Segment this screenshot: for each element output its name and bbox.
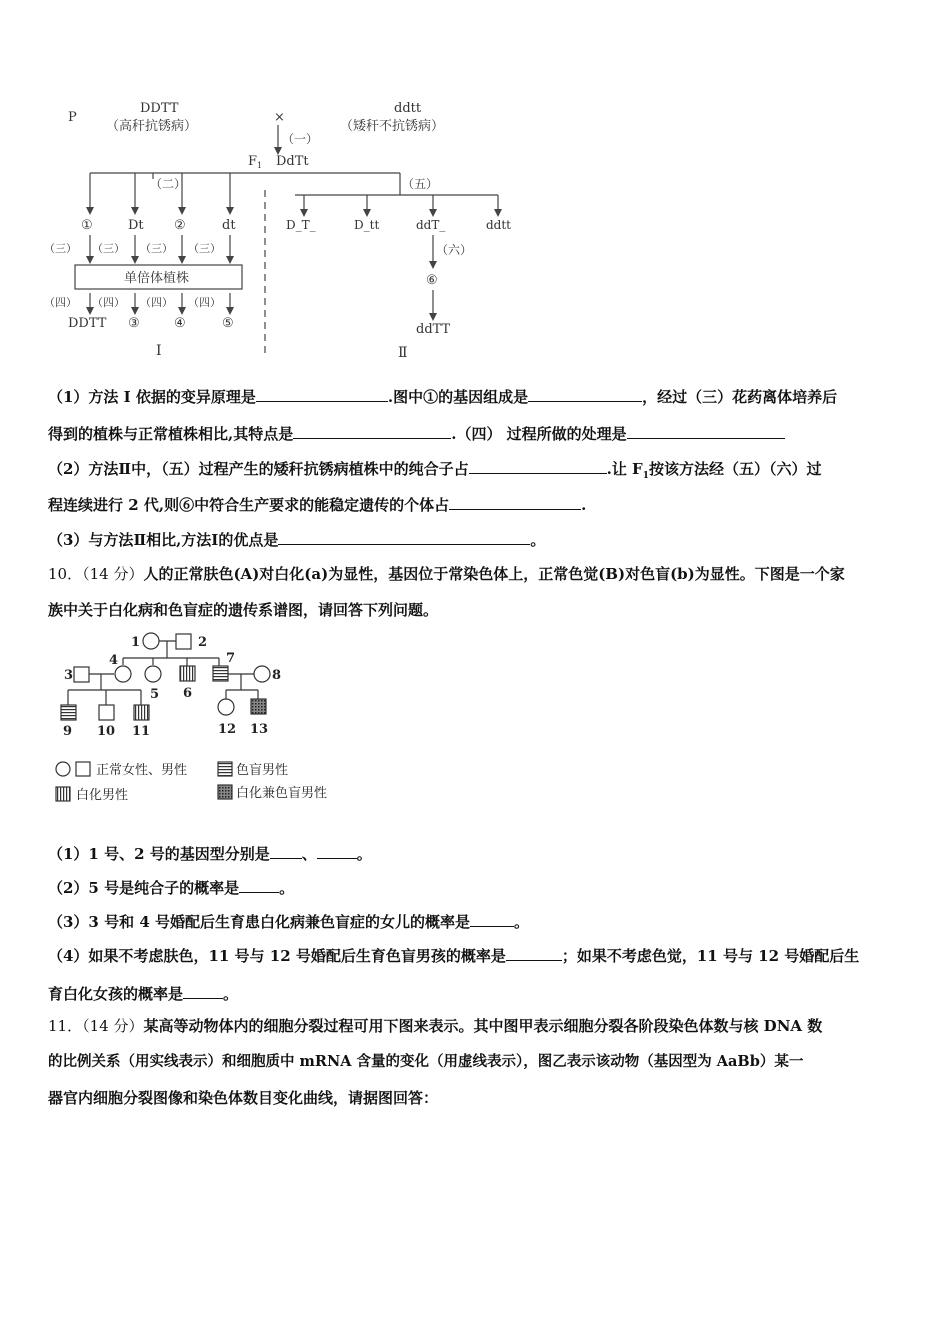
- pedigree-number-4: 4: [109, 653, 119, 668]
- parent1-trait: （高秆抗锈病）: [106, 119, 198, 134]
- breeding-diagram: [40, 95, 560, 370]
- pedigree-number-11: 11: [132, 724, 151, 739]
- pedigree-number-5: 5: [150, 687, 160, 702]
- parent1-genotype: DDTT: [140, 101, 179, 116]
- q10-sub2: （2）5 号是纯合子的概率是 。: [48, 879, 295, 897]
- q10-sub4-line2: 育白化女孩的概率是 。: [48, 985, 239, 1003]
- gamete-4: dt: [222, 218, 236, 233]
- answer-blank[interactable]: [183, 983, 223, 999]
- cross-symbol: ×: [274, 110, 285, 125]
- gamete-3: ②: [174, 218, 186, 233]
- answer-blank[interactable]: [239, 877, 279, 893]
- answer-blank[interactable]: [449, 494, 581, 510]
- step-four-label-2: （四）: [92, 296, 125, 309]
- method-two-label: Ⅱ: [398, 345, 408, 361]
- pedigree-number-13: 13: [250, 722, 269, 737]
- f1-genotype: DdTt: [276, 154, 309, 169]
- step-three-label-2: （三）: [92, 242, 125, 255]
- doubled-2: ③: [128, 316, 140, 331]
- step-four-label-1: （四）: [44, 296, 77, 309]
- q9-part2-line1: （2）方法Ⅱ中，（五）过程产生的矮秆抗锈病植株中的纯合子占 .让 $F_1$按该方法经（五）（六）过: [48, 460, 822, 481]
- legend-normal: 正常女性、男性: [96, 763, 188, 778]
- pedigree-number-7: 7: [226, 651, 236, 666]
- final-genotype: ddTT: [416, 322, 451, 337]
- q10-sub1: （1）1 号、2 号的基因型分别是 、 。: [48, 845, 372, 863]
- pedigree-number-6: 6: [183, 686, 193, 701]
- gamete-1: ①: [81, 218, 93, 233]
- answer-blank[interactable]: [470, 911, 514, 927]
- answer-blank[interactable]: [293, 423, 451, 439]
- step-five-label: （五）: [402, 177, 439, 191]
- pedigree-number-3: 3: [64, 668, 74, 683]
- step-three-label-1: （三）: [44, 242, 77, 255]
- q11-stem-line3: 器官内细胞分裂图像和染色体数目变化曲线，请据图回答：: [48, 1089, 439, 1107]
- six-mark: ⑥: [426, 273, 438, 288]
- legend-albino: 白化男性: [76, 788, 129, 803]
- q10-stem-line2: 族中关于白化病和色盲症的遗传系谱图，请回答下列问题。: [48, 601, 439, 619]
- q10-stem-line1: 10．（14 分）人的正常肤色(A)对白化(a)为显性，基因位于常染色体上，正常色觉(B)对色盲(b)为显性。下图是一个家: [48, 565, 845, 583]
- answer-blank[interactable]: [627, 423, 785, 439]
- answer-blank[interactable]: [256, 386, 388, 402]
- step-two-label: （二）: [150, 177, 187, 191]
- q11-stem-line1: 11．（14 分）某高等动物体内的细胞分裂过程可用下图来表示。其中图甲表示细胞分裂各阶段染色体数与核 DNA 数: [48, 1017, 823, 1035]
- pedigree-number-1: 1: [131, 635, 141, 650]
- q10-sub3: （3）3 号和 4 号婚配后生育患白化病兼色盲症的女儿的概率是 。: [48, 913, 529, 931]
- answer-blank[interactable]: [270, 843, 302, 859]
- step-three-label-3: （三）: [140, 242, 173, 255]
- q10-sub4-line1: （4）如果不考虑肤色，11 号与 12 号婚配后生育色盲男孩的概率是 ；如果不考虑色觉，11 号与 12 号婚配后生: [48, 947, 860, 965]
- f2-type-1: D_T_: [286, 218, 316, 232]
- doubled-1: DDTT: [68, 316, 107, 331]
- answer-blank[interactable]: [278, 529, 530, 545]
- pedigree-number-12: 12: [218, 722, 237, 737]
- doubled-4: ⑤: [222, 316, 234, 331]
- answer-blank[interactable]: [469, 458, 607, 474]
- parent2-genotype: ddtt: [394, 101, 422, 116]
- parent2-trait: （矮秆不抗锈病）: [340, 119, 445, 134]
- pedigree-number-9: 9: [63, 724, 73, 739]
- pedigree-chart: [48, 628, 358, 808]
- q9-part1-line1: （1）方法 I 依据的变异原理是 .图中①的基因组成是 ，经过（三）花药离体培养后: [48, 388, 838, 406]
- method-one-label: Ⅰ: [156, 343, 162, 359]
- step-four-label-4: （四）: [188, 296, 221, 309]
- q11-stem-line2: 的比例关系（用实线表示）和细胞质中 mRNA 含量的变化（用虚线表示），图乙表示该动物（基因型为 AaBb）某一: [48, 1053, 804, 1070]
- pedigree-number-2: 2: [198, 635, 208, 650]
- haploid-box-label: 单倍体植株: [124, 271, 190, 286]
- f1-label: $F_1$: [248, 154, 263, 170]
- q9-part1-line2: 得到的植株与正常植株相比,其特点是 .（四） 过程所做的处理是: [48, 423, 785, 444]
- step-one-label: （一）: [282, 132, 319, 146]
- f2-type-2: D_tt: [354, 218, 380, 232]
- legend-albino-colorblind: 白化兼色盲男性: [236, 786, 328, 801]
- q9-part3: （3）与方法Ⅱ相比,方法Ⅰ的优点是 。: [48, 531, 546, 549]
- step-six-label: （六）: [436, 243, 473, 257]
- pedigree-number-8: 8: [272, 668, 282, 683]
- pedigree-number-10: 10: [97, 724, 116, 739]
- p-label: P: [68, 110, 77, 125]
- answer-blank[interactable]: [317, 843, 357, 859]
- legend-colorblind: 色盲男性: [236, 763, 289, 778]
- q9-part2-line2: 程连续进行 2 代,则⑥中符合生产要求的能稳定遗传的个体占 .: [48, 496, 587, 514]
- f2-type-4: ddtt: [486, 218, 512, 232]
- f2-type-3: ddT_: [416, 218, 446, 232]
- step-four-label-3: （四）: [140, 296, 173, 309]
- answer-blank[interactable]: [528, 386, 642, 402]
- step-three-label-4: （三）: [188, 242, 221, 255]
- doubled-3: ④: [174, 316, 186, 331]
- answer-blank[interactable]: [506, 945, 562, 961]
- gamete-2: Dt: [128, 218, 144, 233]
